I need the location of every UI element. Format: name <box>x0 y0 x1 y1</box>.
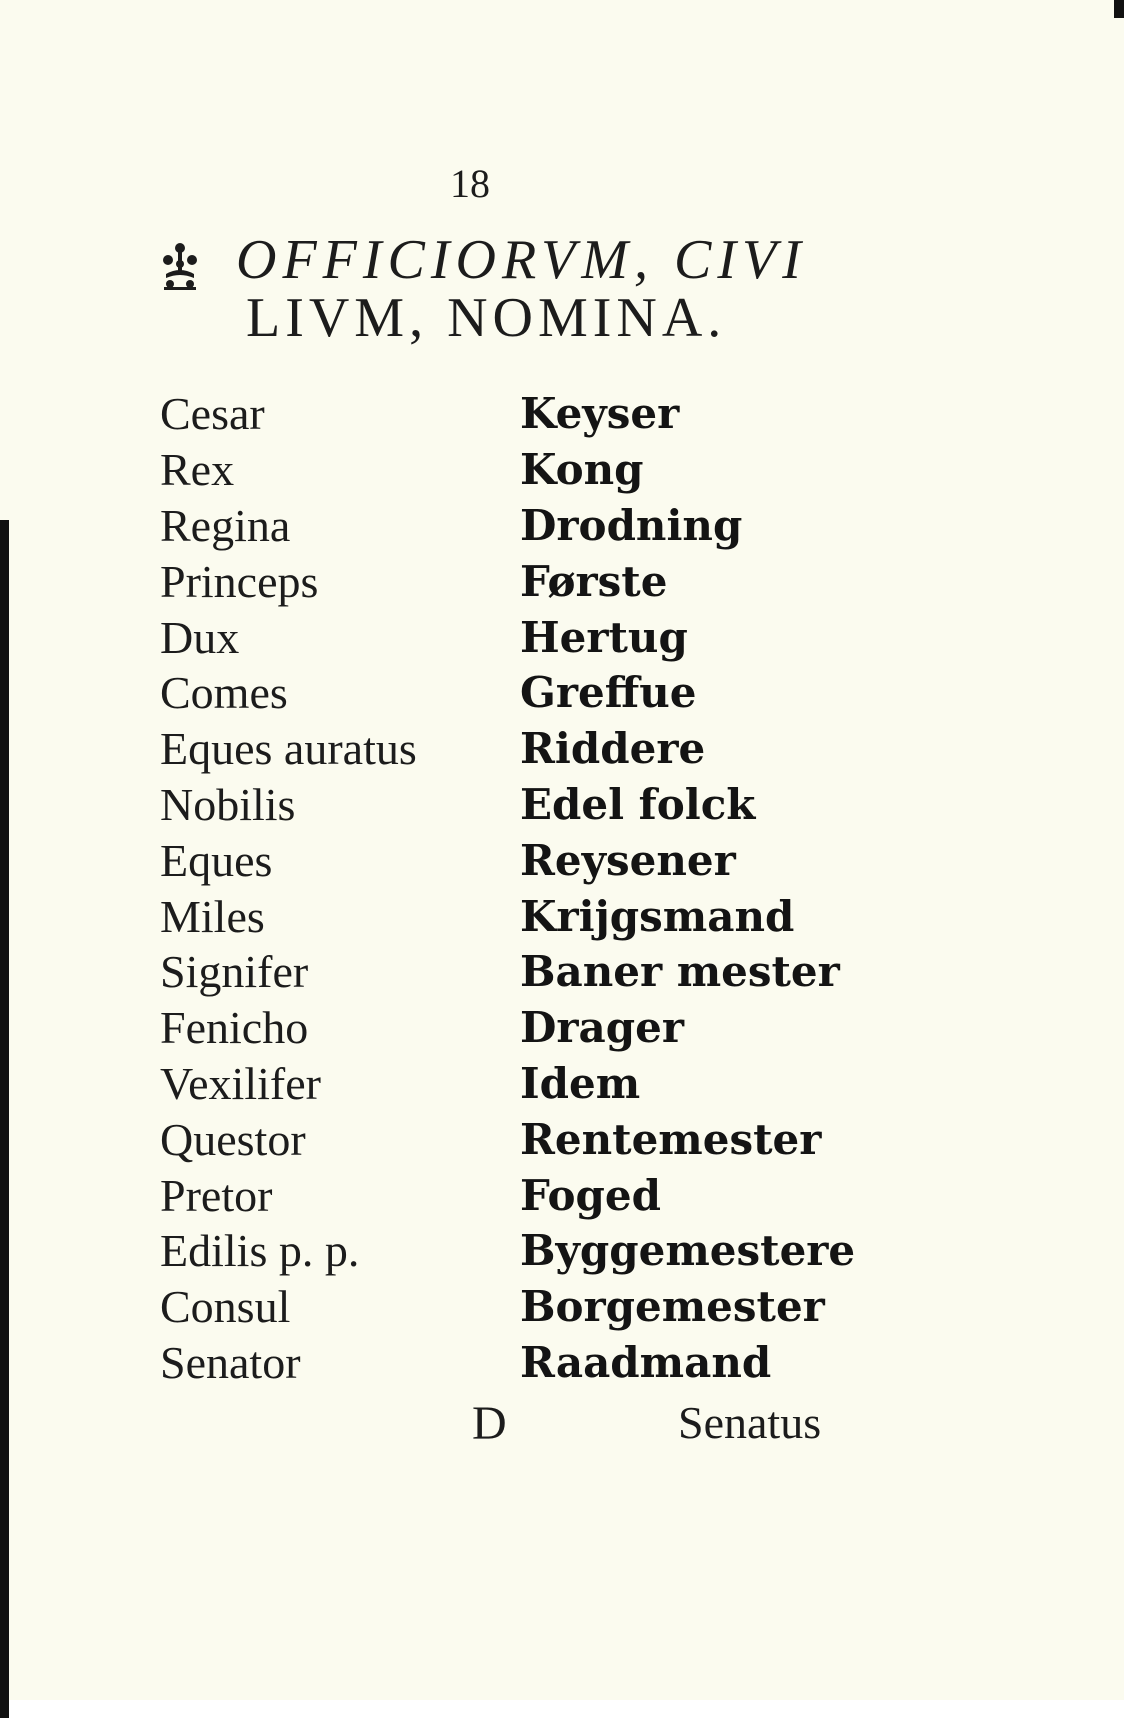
vernacular-term: Reysener <box>520 835 736 885</box>
vernacular-term: Idem <box>520 1058 641 1108</box>
latin-term: Eques <box>160 834 273 886</box>
heading-line-1: OFFICIORVM, CIVI <box>236 229 807 291</box>
list-item <box>160 665 855 721</box>
signature-mark: D <box>472 1397 507 1450</box>
fleuron-icon <box>158 240 202 290</box>
heading-line-2: LIVM, NOMINA. <box>246 287 727 349</box>
vernacular-term: Rentemester <box>520 1114 822 1164</box>
latin-term: Dux <box>160 611 240 663</box>
list-item <box>160 498 855 554</box>
page-number: 18 <box>450 161 490 206</box>
latin-term: Pretor <box>160 1169 273 1221</box>
list-item <box>160 1279 855 1335</box>
latin-term: Vexilifer <box>160 1057 321 1109</box>
latin-term: Edilis p. p. <box>160 1225 360 1277</box>
vernacular-term: Riddere <box>520 724 706 774</box>
list-item <box>160 1223 855 1279</box>
latin-term: Eques auratus <box>160 723 417 775</box>
list-item <box>160 777 855 833</box>
list-item <box>160 1000 855 1056</box>
vernacular-term: Greffue <box>520 668 697 718</box>
latin-term: Princeps <box>160 555 319 607</box>
latin-term: Consul <box>160 1281 291 1333</box>
list-item <box>160 553 855 609</box>
office-names-list <box>160 386 855 1390</box>
catchword: Senatus <box>678 1397 822 1448</box>
list-item <box>160 609 855 665</box>
vernacular-term: Første <box>520 556 668 606</box>
latin-term: Questor <box>160 1113 306 1165</box>
list-item <box>160 944 855 1000</box>
vernacular-term: Hertug <box>520 612 688 662</box>
latin-term: Signifer <box>160 946 309 998</box>
vernacular-term: Drodning <box>520 500 743 550</box>
latin-term: Fenicho <box>160 1002 309 1054</box>
vernacular-term: Drager <box>520 1003 684 1053</box>
vernacular-term: Byggemestere <box>520 1226 856 1276</box>
list-item <box>160 1056 855 1112</box>
list-item <box>160 832 855 888</box>
vernacular-term: Edel folck <box>520 779 756 829</box>
list-item <box>160 1335 855 1391</box>
scan-edge-top-right <box>1114 0 1124 18</box>
vernacular-term: Borgemester <box>520 1282 825 1332</box>
list-item <box>160 888 855 944</box>
latin-term: Cesar <box>160 388 265 440</box>
latin-term: Comes <box>160 667 288 719</box>
latin-term: Nobilis <box>160 778 296 830</box>
latin-term: Senator <box>160 1336 301 1388</box>
vernacular-term: Kong <box>520 445 644 495</box>
latin-term: Rex <box>160 444 235 496</box>
latin-term: Regina <box>160 499 291 551</box>
vernacular-term: Baner mester <box>520 947 840 997</box>
scan-edge-left <box>0 520 9 1718</box>
list-item <box>160 721 855 777</box>
latin-term: Miles <box>160 890 265 942</box>
list-item <box>160 1111 855 1167</box>
vernacular-term: Krijgsmand <box>520 891 795 941</box>
list-item <box>160 386 855 442</box>
list-item <box>160 1167 855 1223</box>
vernacular-term: Foged <box>520 1170 661 1220</box>
vernacular-term: Raadmand <box>520 1337 772 1387</box>
vernacular-term: Keyser <box>520 389 680 439</box>
list-item <box>160 442 855 498</box>
